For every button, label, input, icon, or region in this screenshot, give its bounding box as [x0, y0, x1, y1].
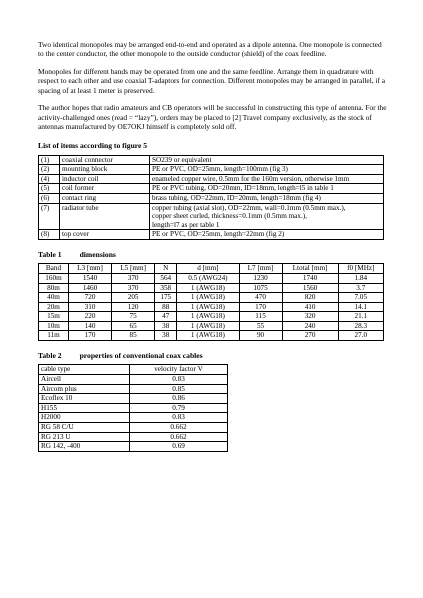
table-row: [39, 321, 384, 331]
item-description: [150, 230, 384, 240]
table-row: [39, 413, 228, 423]
table-cell: 0.86: [130, 394, 228, 404]
table1-caption: [38, 250, 387, 259]
item-number: (5): [39, 184, 60, 194]
table-cell: 320: [282, 312, 338, 322]
table-cell: 1230: [239, 273, 282, 283]
paragraph-dipole: Two identical monopoles may be arranged end-to-end and operated as a dipole antenna. One monopole is connected to the center conductor, the other monopole to the outside conductor (shield) of the coax feedline.: [38, 40, 382, 59]
table-cell: RG 142, -400: [39, 442, 130, 452]
item-description-line: copper tubing (axial slot), OD=22mm, wall=0.1mm (0.5mm max.),: [152, 203, 346, 212]
table-cell: 720: [68, 293, 111, 303]
dimensions-table: [38, 263, 384, 341]
item-row: [39, 174, 384, 184]
table-cell: 1560: [282, 283, 338, 293]
table-cell: 80m: [39, 283, 69, 293]
table-cell: Aircom plus: [39, 384, 130, 394]
table-cell: 11m: [39, 331, 69, 341]
item-number: (2): [39, 165, 60, 175]
table-cell: 1 (AWG18): [177, 331, 239, 341]
table-cell: RG 58 C/U: [39, 422, 130, 432]
item-description: [150, 203, 384, 230]
item-name: inductor coil: [60, 174, 150, 184]
table-cell: 10m: [39, 321, 69, 331]
column-header: f0 [MHz]: [338, 264, 383, 274]
table-cell: 120: [112, 302, 155, 312]
column-header: Band: [39, 264, 69, 274]
table2-title: properties of conventional coax cables: [79, 351, 203, 361]
coax-table: [38, 364, 228, 451]
item-number: (8): [39, 230, 60, 240]
item-description: [150, 194, 384, 204]
table-cell: H155: [39, 403, 130, 413]
table-cell: 15m: [39, 312, 69, 322]
table-cell: 1 (AWG18): [177, 321, 239, 331]
table-cell: 470: [239, 293, 282, 303]
table2-caption: [38, 351, 387, 360]
table-cell: 0.5 (AWG24): [177, 273, 239, 283]
item-row: [39, 155, 384, 165]
table-cell: 3.7: [338, 283, 383, 293]
table-row: [39, 442, 228, 452]
table-cell: 40m: [39, 293, 69, 303]
table-row: [39, 432, 228, 442]
item-description-line: PE or PVC, OD=25mm, length=100mm (fig 3): [152, 165, 288, 174]
item-description-line: brass tubing, OD=22mm, ID=20mm, length=18mm (fig 4): [152, 194, 321, 203]
table-cell: 1 (AWG18): [177, 283, 239, 293]
item-name: coil former: [60, 184, 150, 194]
table-cell: 7.05: [338, 293, 383, 303]
table-cell: 75: [112, 312, 155, 322]
table-cell: 1540: [68, 273, 111, 283]
item-name: radiator tube: [60, 203, 150, 230]
item-number: (6): [39, 194, 60, 204]
table-row: [39, 422, 228, 432]
table-cell: 820: [282, 293, 338, 303]
table-cell: 370: [112, 273, 155, 283]
table-cell: 310: [68, 302, 111, 312]
table-cell: 47: [155, 312, 177, 322]
table-cell: 220: [68, 312, 111, 322]
table-row: [39, 283, 384, 293]
item-name: coaxial connector: [60, 155, 150, 165]
item-description: [150, 174, 384, 184]
table-cell: 170: [239, 302, 282, 312]
table-cell: 27.0: [338, 331, 383, 341]
table-cell: RG 213 U: [39, 432, 130, 442]
items-heading: List of items according to figure 5: [38, 141, 148, 151]
table-cell: 90: [239, 331, 282, 341]
item-name: contact ring: [60, 194, 150, 204]
table-cell: 0.83: [130, 413, 228, 423]
table-cell: 0.83: [130, 374, 228, 384]
table-cell: 1075: [239, 283, 282, 293]
table-cell: 88: [155, 302, 177, 312]
table-cell: 0.662: [130, 422, 228, 432]
table-cell: 270: [282, 331, 338, 341]
table-row: [39, 403, 228, 413]
item-row: [39, 230, 384, 240]
table1-label: Table 1: [38, 250, 62, 260]
column-header: L3 [mm]: [68, 264, 111, 274]
column-header: N: [155, 264, 177, 274]
item-description-line: PE or PVC, OD=25mm, length=22mm (fig 2): [152, 230, 285, 239]
table-cell: 170: [68, 331, 111, 341]
column-header: d [mm]: [177, 264, 239, 274]
table-row: [39, 394, 228, 404]
items-table: [38, 155, 384, 240]
table-cell: 205: [112, 293, 155, 303]
table-cell: 175: [155, 293, 177, 303]
paragraph-multiband: Monopoles for different bands may be operated from one and the same feedline. Arrange them in quadrature with respect to each other and use coaxial T-adaptors for connection. Different monopoles may be arranged in parallel, if a spacing of at least 1 meter is preserved.: [38, 67, 386, 95]
table-cell: 55: [239, 321, 282, 331]
table-cell: 240: [282, 321, 338, 331]
table-cell: 21.1: [338, 312, 383, 322]
item-name: mounting block: [60, 165, 150, 175]
table-cell: 1 (AWG18): [177, 293, 239, 303]
table-cell: 564: [155, 273, 177, 283]
table-cell: 1740: [282, 273, 338, 283]
item-description-line: PE or PVC tubing, OD=20mm, ID=18mm, length=l5 in table 1: [152, 184, 334, 193]
table-row: [39, 384, 228, 394]
table-cell: 370: [112, 283, 155, 293]
table-cell: 28.3: [338, 321, 383, 331]
table-row: [39, 293, 384, 303]
table-cell: 85: [112, 331, 155, 341]
table1-title: dimensions: [79, 250, 116, 260]
item-row: [39, 203, 384, 230]
table-cell: 140: [68, 321, 111, 331]
column-header: velocity factor V: [130, 365, 228, 375]
item-description-line: length=l7 as per table 1: [152, 220, 220, 229]
item-description-line: enameled copper wire, 0.5mm for the 160m version, otherwise 1mm: [152, 174, 350, 183]
table-cell: 358: [155, 283, 177, 293]
table-cell: 115: [239, 312, 282, 322]
table2-label: Table 2: [38, 351, 62, 361]
table-row: [39, 374, 228, 384]
table-cell: 0.79: [130, 403, 228, 413]
table-cell: Aircell: [39, 374, 130, 384]
item-name: top cover: [60, 230, 150, 240]
table-cell: 1 (AWG18): [177, 312, 239, 322]
table-cell: Ecoflex 10: [39, 394, 130, 404]
table-cell: 1.84: [338, 273, 383, 283]
item-description: [150, 155, 384, 165]
item-number: (4): [39, 174, 60, 184]
table-cell: 38: [155, 321, 177, 331]
item-description: [150, 165, 384, 175]
table-cell: 410: [282, 302, 338, 312]
table-cell: 20m: [39, 302, 69, 312]
table-cell: 65: [112, 321, 155, 331]
item-number: (7): [39, 203, 60, 230]
table-row: [39, 302, 384, 312]
item-description-line: SO239 or equivalent: [152, 155, 212, 164]
table-cell: 1 (AWG18): [177, 302, 239, 312]
item-row: [39, 184, 384, 194]
table-cell: 160m: [39, 273, 69, 283]
column-header: L7 [mm]: [239, 264, 282, 274]
table-cell: 0.662: [130, 432, 228, 442]
item-row: [39, 194, 384, 204]
column-header: cable type: [39, 365, 130, 375]
item-row: [39, 165, 384, 175]
table-cell: 1460: [68, 283, 111, 293]
table-cell: H2000: [39, 413, 130, 423]
item-number: (1): [39, 155, 60, 165]
item-description-line: copper sheet curled, thickness=0.1mm (0.5mm max.),: [152, 212, 307, 221]
table-row: [39, 331, 384, 341]
paragraph-author: The author hopes that radio amateurs and CB operators will be successful in constructing this type of antenna. For the activity-challenged ones (read = “lazy”), orders may be placed to [2] Travel company exclusively, as the stock of antennas manufactured by OE7OKJ himself is completely sold off.: [38, 103, 387, 132]
column-header: L5 [mm]: [112, 264, 155, 274]
table-row: [39, 312, 384, 322]
table-row: [39, 273, 384, 283]
table-cell: 0.85: [130, 384, 228, 394]
table-cell: 0.69: [130, 442, 228, 452]
table-cell: 38: [155, 331, 177, 341]
column-header: Ltotal [mm]: [282, 264, 338, 274]
table-cell: 14.1: [338, 302, 383, 312]
item-description: [150, 184, 384, 194]
